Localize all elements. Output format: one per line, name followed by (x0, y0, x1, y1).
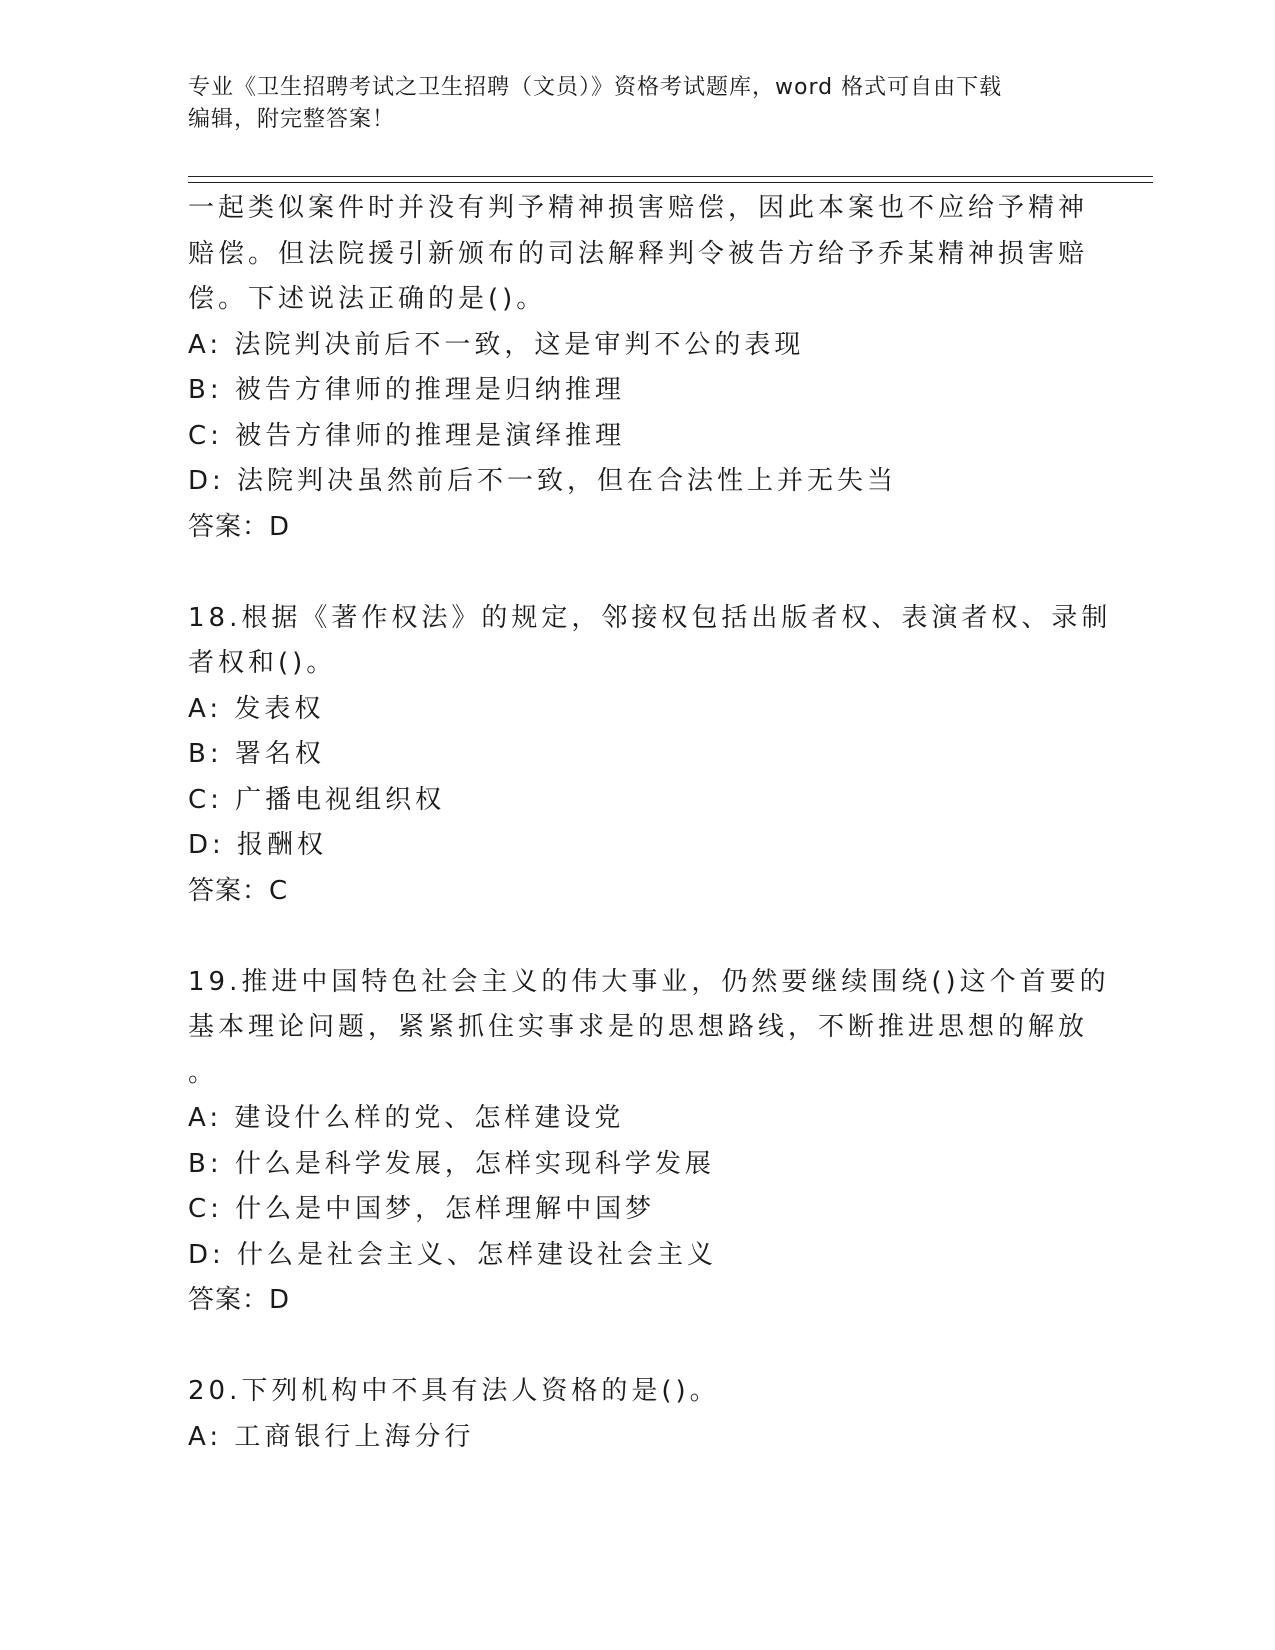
header-line-1: 专业《卫生招聘考试之卫生招聘（文员）》资格考试题库，word 格式可自由下载 (188, 75, 1003, 100)
option-d: D: 什么是社会主义、怎样建设社会主义 (188, 1239, 718, 1270)
option-c: C: 广播电视组织权 (188, 784, 446, 815)
answer-line: 答案：C (188, 875, 289, 906)
question-stem-line: 偿。下述说法正确的是()。 (188, 284, 547, 314)
option-a: A: 工商银行上海分行 (188, 1421, 475, 1452)
option-d: D: 法院判决虽然前后不一致，但在合法性上并无失当 (188, 466, 898, 496)
option-c: C: 被告方律师的推理是演绎推理 (188, 420, 626, 451)
option-b: B: 署名权 (188, 739, 325, 769)
question-stem-line: 19.推进中国特色社会主义的伟大事业，仍然要继续围绕()这个首要的 (188, 966, 1110, 997)
question-18 (188, 596, 1112, 915)
question-spacer (188, 914, 1068, 960)
header-rule-bottom (188, 182, 1153, 183)
header-line-2: 编辑，附完整答案！ (188, 107, 396, 132)
option-b: B: 被告方律师的推理是归纳推理 (188, 375, 625, 405)
header-rule-top (188, 176, 1153, 177)
question-stem-line: 20.下列机构中不具有法人资格的是()。 (188, 1376, 720, 1406)
option-b: B: 什么是科学发展，怎样实现科学发展 (188, 1148, 715, 1179)
option-d: D: 报酬权 (188, 830, 328, 860)
option-a: A: 建设什么样的党、怎样建设党 (188, 1103, 625, 1133)
page-header (188, 72, 1088, 136)
question-17 (188, 186, 1089, 550)
question-spacer (188, 550, 1068, 596)
option-c: C: 什么是中国梦，怎样理解中国梦 (188, 1194, 656, 1224)
question-list (188, 186, 1112, 1460)
question-20 (188, 1369, 1068, 1460)
option-a: A: 发表权 (188, 693, 325, 724)
question-19 (188, 960, 1110, 1324)
question-spacer (188, 1324, 1068, 1370)
question-stem-line: 一起类似案件时并没有判予精神损害赔偿，因此本案也不应给予精神 (188, 193, 1089, 223)
answer-line: 答案：D (188, 511, 291, 542)
question-stem-line: 赔偿。但法院援引新颁布的司法解释判令被告方给予乔某精神损害赔 (188, 238, 1089, 269)
option-a: A: 法院判决前后不一致，这是审判不公的表现 (188, 329, 805, 360)
answer-line: 答案：D (188, 1285, 291, 1315)
question-stem-line: 18.根据《著作权法》的规定，邻接权包括出版者权、表演者权、录制 (188, 602, 1112, 633)
question-stem-line: 基本理论问题，紧紧抓住实事求是的思想路线，不断推进思想的解放 (188, 1012, 1089, 1042)
question-stem-line: 者权和()。 (188, 648, 337, 678)
question-stem-line: 。 (188, 1057, 219, 1088)
